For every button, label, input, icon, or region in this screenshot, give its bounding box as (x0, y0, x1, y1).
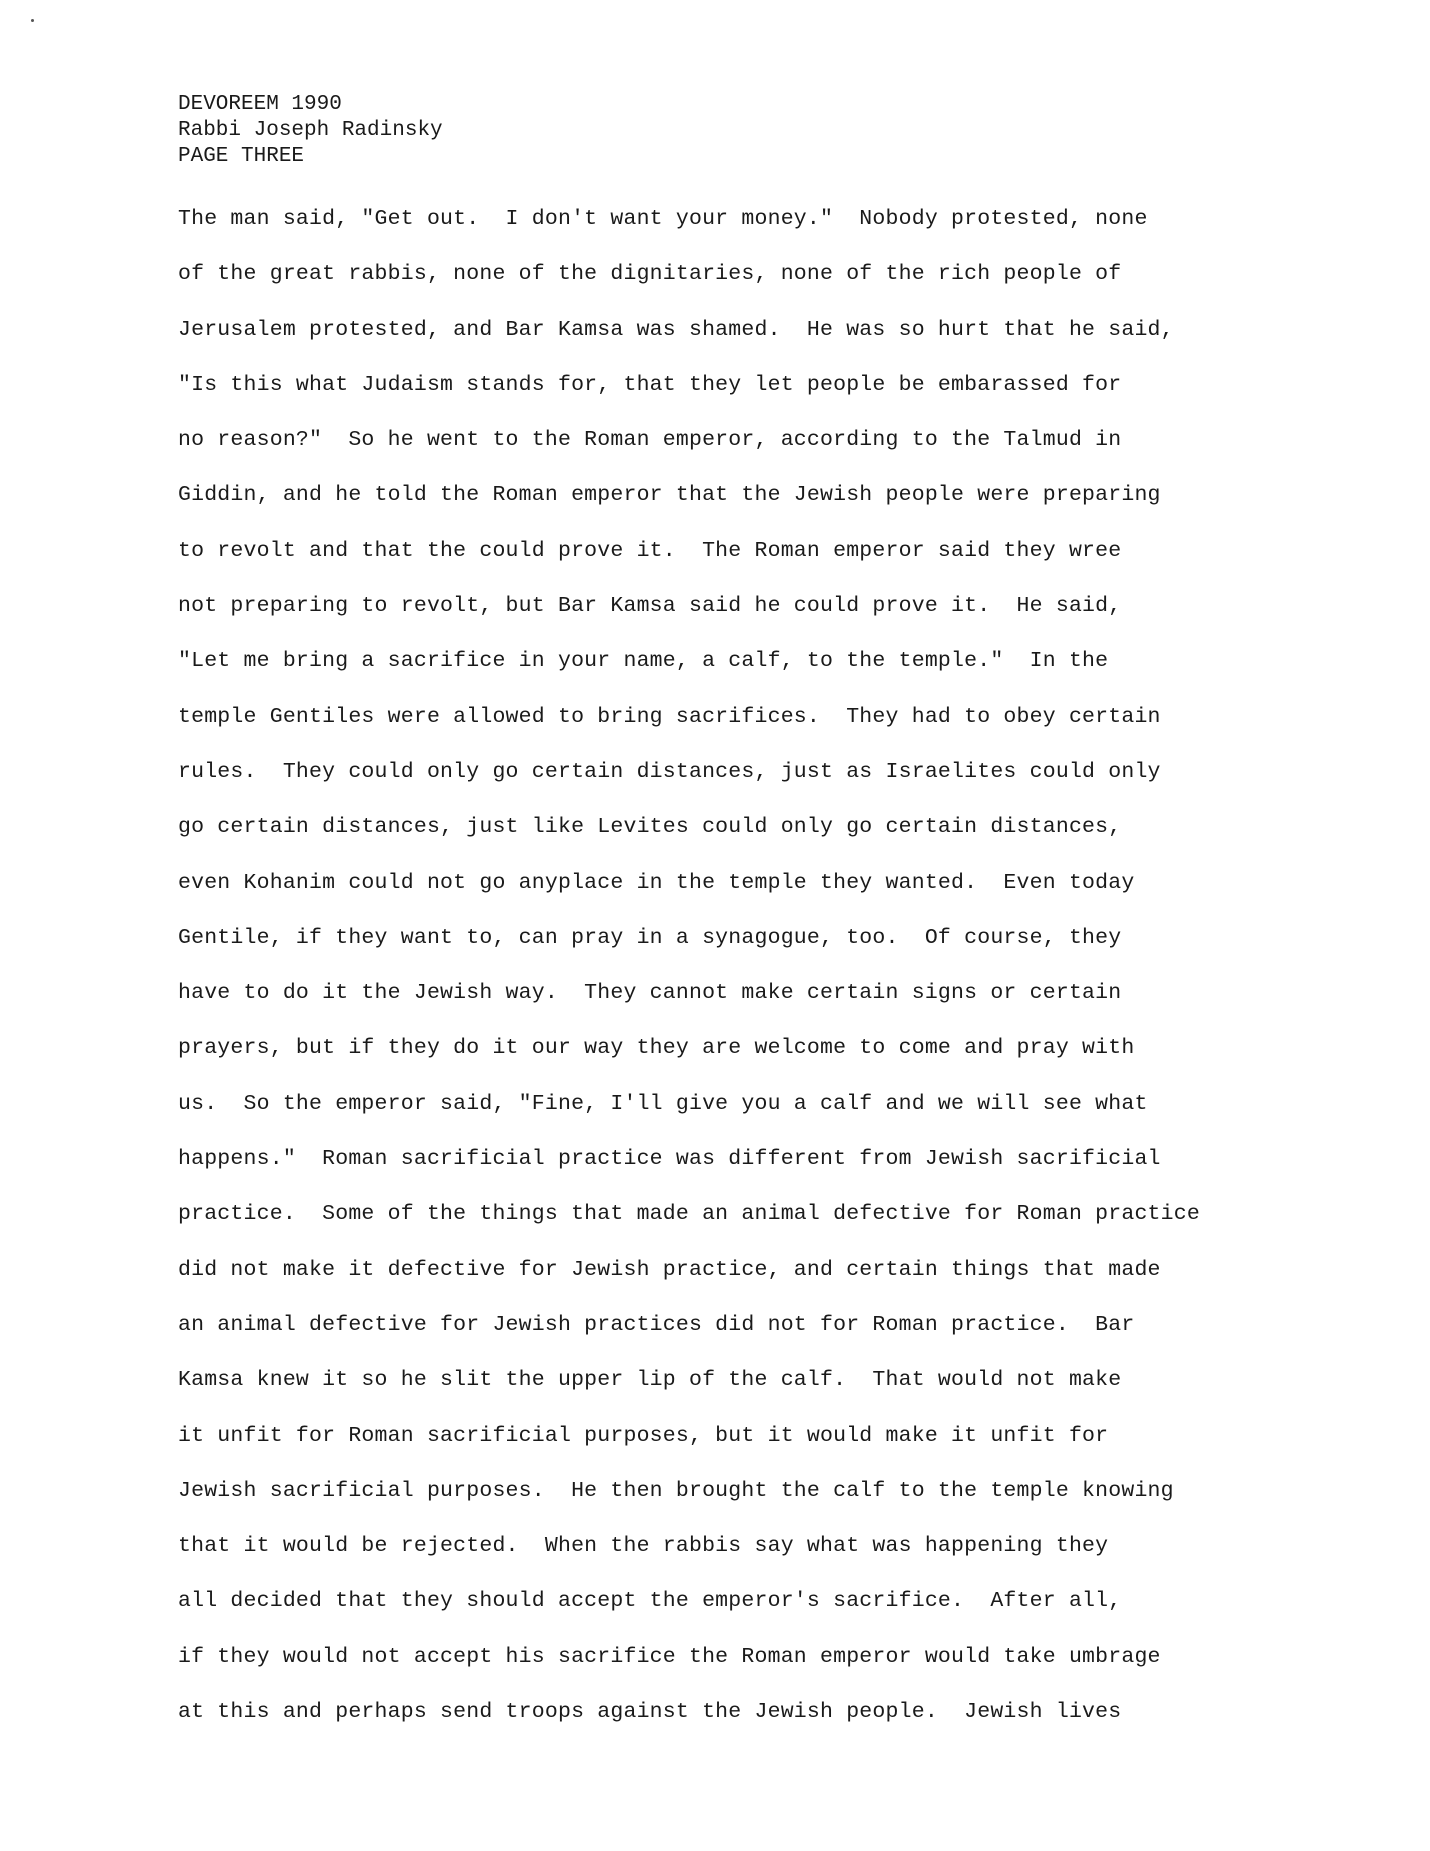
text-line: Jewish sacrificial purposes. He then brought the calf to the temple knowing (178, 1478, 1174, 1503)
header-title: DEVOREEM 1990 (178, 93, 342, 116)
text-line: "Is this what Judaism stands for, that they let people be embarassed for (178, 372, 1122, 397)
text-line: Kamsa knew it so he slit the upper lip of the calf. That would not make (178, 1368, 1122, 1393)
text-line: "Let me bring a sacrifice in your name, a calf, to the temple." In the (178, 649, 1109, 674)
scan-speck (31, 19, 34, 22)
text-line: temple Gentiles were allowed to bring sacrifices. They had to obey certain (178, 704, 1161, 729)
text-line: have to do it the Jewish way. They cannot make certain signs or certain (178, 981, 1122, 1006)
text-line: that it would be rejected. When the rabbis say what was happening they (178, 1534, 1109, 1559)
body-text (178, 205, 1318, 1753)
text-line: practice. Some of the things that made an animal defective for Roman practice (178, 1202, 1200, 1227)
text-line: go certain distances, just like Levites could only go certain distances, (178, 815, 1122, 840)
text-line: Jerusalem protested, and Bar Kamsa was shamed. He was so hurt that he said, (178, 317, 1174, 342)
text-line: to revolt and that the could prove it. The Roman emperor said they wree (178, 538, 1122, 563)
text-line: Gentile, if they want to, can pray in a synagogue, too. Of course, they (178, 925, 1122, 950)
text-line: happens." Roman sacrificial practice was different from Jewish sacrificial (178, 1147, 1161, 1172)
text-line: did not make it defective for Jewish practice, and certain things that made (178, 1257, 1161, 1282)
text-line: prayers, but if they do it our way they are welcome to come and pray with (178, 1036, 1135, 1061)
text-line: Giddin, and he told the Roman emperor that the Jewish people were preparing (178, 483, 1161, 508)
text-line: an animal defective for Jewish practices did not for Roman practice. Bar (178, 1312, 1135, 1337)
header-author: Rabbi Joseph Radinsky (178, 119, 443, 142)
text-line: no reason?" So he went to the Roman emperor, according to the Talmud in (178, 428, 1122, 453)
text-line: rules. They could only go certain distances, just as Israelites could only (178, 759, 1161, 784)
text-line: not preparing to revolt, but Bar Kamsa said he could prove it. He said, (178, 594, 1122, 619)
text-line: even Kohanim could not go anyplace in the temple they wanted. Even today (178, 870, 1135, 895)
text-line: it unfit for Roman sacrificial purposes, but it would make it unfit for (178, 1423, 1109, 1448)
text-line: if they would not accept his sacrifice the Roman emperor would take umbrage (178, 1644, 1161, 1669)
document-header (178, 92, 443, 170)
header-page-number: PAGE THREE (178, 145, 305, 168)
text-line: of the great rabbis, none of the dignitaries, none of the rich people of (178, 262, 1122, 287)
text-line: all decided that they should accept the emperor's sacrifice. After all, (178, 1589, 1122, 1614)
text-line: The man said, "Get out. I don't want your money." Nobody protested, none (178, 207, 1148, 231)
text-line: at this and perhaps send troops against the Jewish people. Jewish lives (178, 1700, 1122, 1725)
text-line: us. So the emperor said, "Fine, I'll give you a calf and we will see what (178, 1091, 1148, 1116)
